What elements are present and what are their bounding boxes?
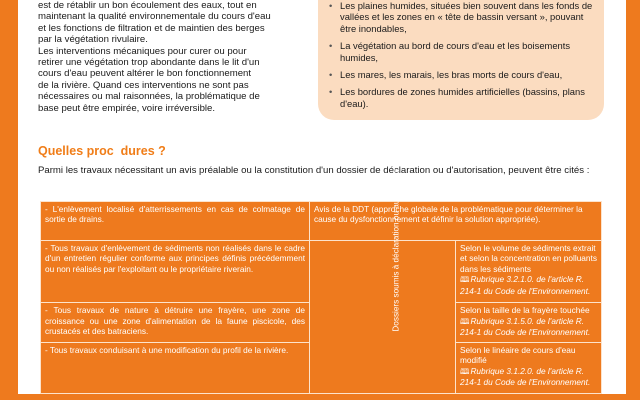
table-row [41, 241, 602, 303]
list-item: • Les mares, les marais, les bras morts de cours d'eau, [328, 69, 596, 80]
list-item: • Les bordures de zones humides artificielles (bassins, plans d'eau). [328, 86, 596, 109]
book-icon: 🕮 [460, 275, 470, 285]
wetlands-callout-box [318, 0, 604, 120]
intro-line: nécessaires ou mal raisonnées, la problématique de [38, 91, 260, 103]
section-intro: Parmi les travaux nécessitant un avis préalable ou la constitution d'un dossier de déclaration ou d'autorisation, peuvent être cités : [38, 165, 590, 176]
book-icon: 🕮 [460, 366, 470, 376]
work-cell: - Tous travaux de nature à détruire une frayère, une zone de croissance ou une zone d'alimentation de la faune piscicole, des crustacés et des batraciens. [41, 303, 310, 343]
intro-line: Les interventions mécaniques pour curer ou pour [38, 45, 247, 57]
criterion-text: Selon la taille de la frayère touchée [460, 305, 590, 316]
rubric-text: Rubrique 3.1.5.0. de l'article R. 214-1 du Code de l'Environnement. [460, 315, 591, 337]
intro-paragraph [38, 0, 298, 114]
work-cell: - Tous travaux conduisant à une modification du profil de la rivière. [41, 342, 310, 393]
criterion-cell [456, 303, 602, 343]
intro-line: maintenant la qualité environnementale du cours d'eau [38, 11, 271, 23]
intro-line: retirer une végétation trop abondante dans le lit d'un [38, 57, 260, 69]
page-strip-right [626, 0, 640, 400]
rubric-line [460, 316, 597, 338]
book-icon: 🕮 [460, 316, 470, 326]
intro-line: de la rivière. Quand ces interventions ne sont pas [38, 79, 249, 91]
list-item: • Les plaines humides, situées bien souvent dans les fonds de vallées et les zones en « tête de bassin versant », pouvant être inondables, [328, 0, 596, 34]
rubric-text: Rubrique 3.2.1.0. de l'article R. 214-1 du Code de l'Environnement. [460, 274, 591, 296]
intro-line: et les fonctions de filtration et de maintien des berges [38, 22, 265, 34]
criterion-cell [456, 241, 602, 303]
rubric-line [460, 366, 597, 388]
work-cell: - L'enlèvement localisé d'atterrissements en cas de colmatage de sortie de drains. [41, 202, 310, 241]
criterion-cell [456, 342, 602, 393]
list-item: • La végétation au bord de cours d'eau et les boisements humides, [328, 40, 596, 63]
criterion-text: Selon le volume de sédiments extrait et selon la concentration en polluants dans les sédiments [460, 243, 597, 274]
table-row [41, 202, 602, 241]
rubric-line [460, 274, 597, 296]
intro-line: cours d'eau peuvent altérer le bon fonctionnement [38, 68, 252, 80]
page-bottom-band [0, 394, 640, 400]
intro-line: par la végétation rivulaire. [38, 34, 148, 46]
rubric-text: Rubrique 3.1.2.0. de l'article R. 214-1 du Code de l'Environnement. [460, 365, 591, 388]
intro-line: base peut être empirée, voire irréversible. [38, 102, 216, 114]
criterion-text: Selon le linéaire de cours d'eau modifié [460, 344, 576, 366]
procedure-cell: Avis de la DDT (approche globale de la problématique pour déterminer la cause du dysfonctionnement et définir la solution appropriée). [310, 202, 602, 241]
wetlands-list [328, 0, 596, 115]
intro-line: est de rétablir un bon écoulement des eaux, tout en [38, 0, 257, 11]
procedure-type-label: Dossiers soumis à déclaration ou autorisation [391, 166, 401, 332]
work-cell: - Tous travaux d'enlèvement de sédiments non réalisés dans le cadre d'un entretien régulier conforme aux principes définis précédemment ou non réalisés par l'exploitant ou le propriétaire riverain. [41, 241, 310, 303]
section-title: Quelles proc dures ? [38, 144, 166, 158]
page-strip-left [0, 0, 18, 400]
